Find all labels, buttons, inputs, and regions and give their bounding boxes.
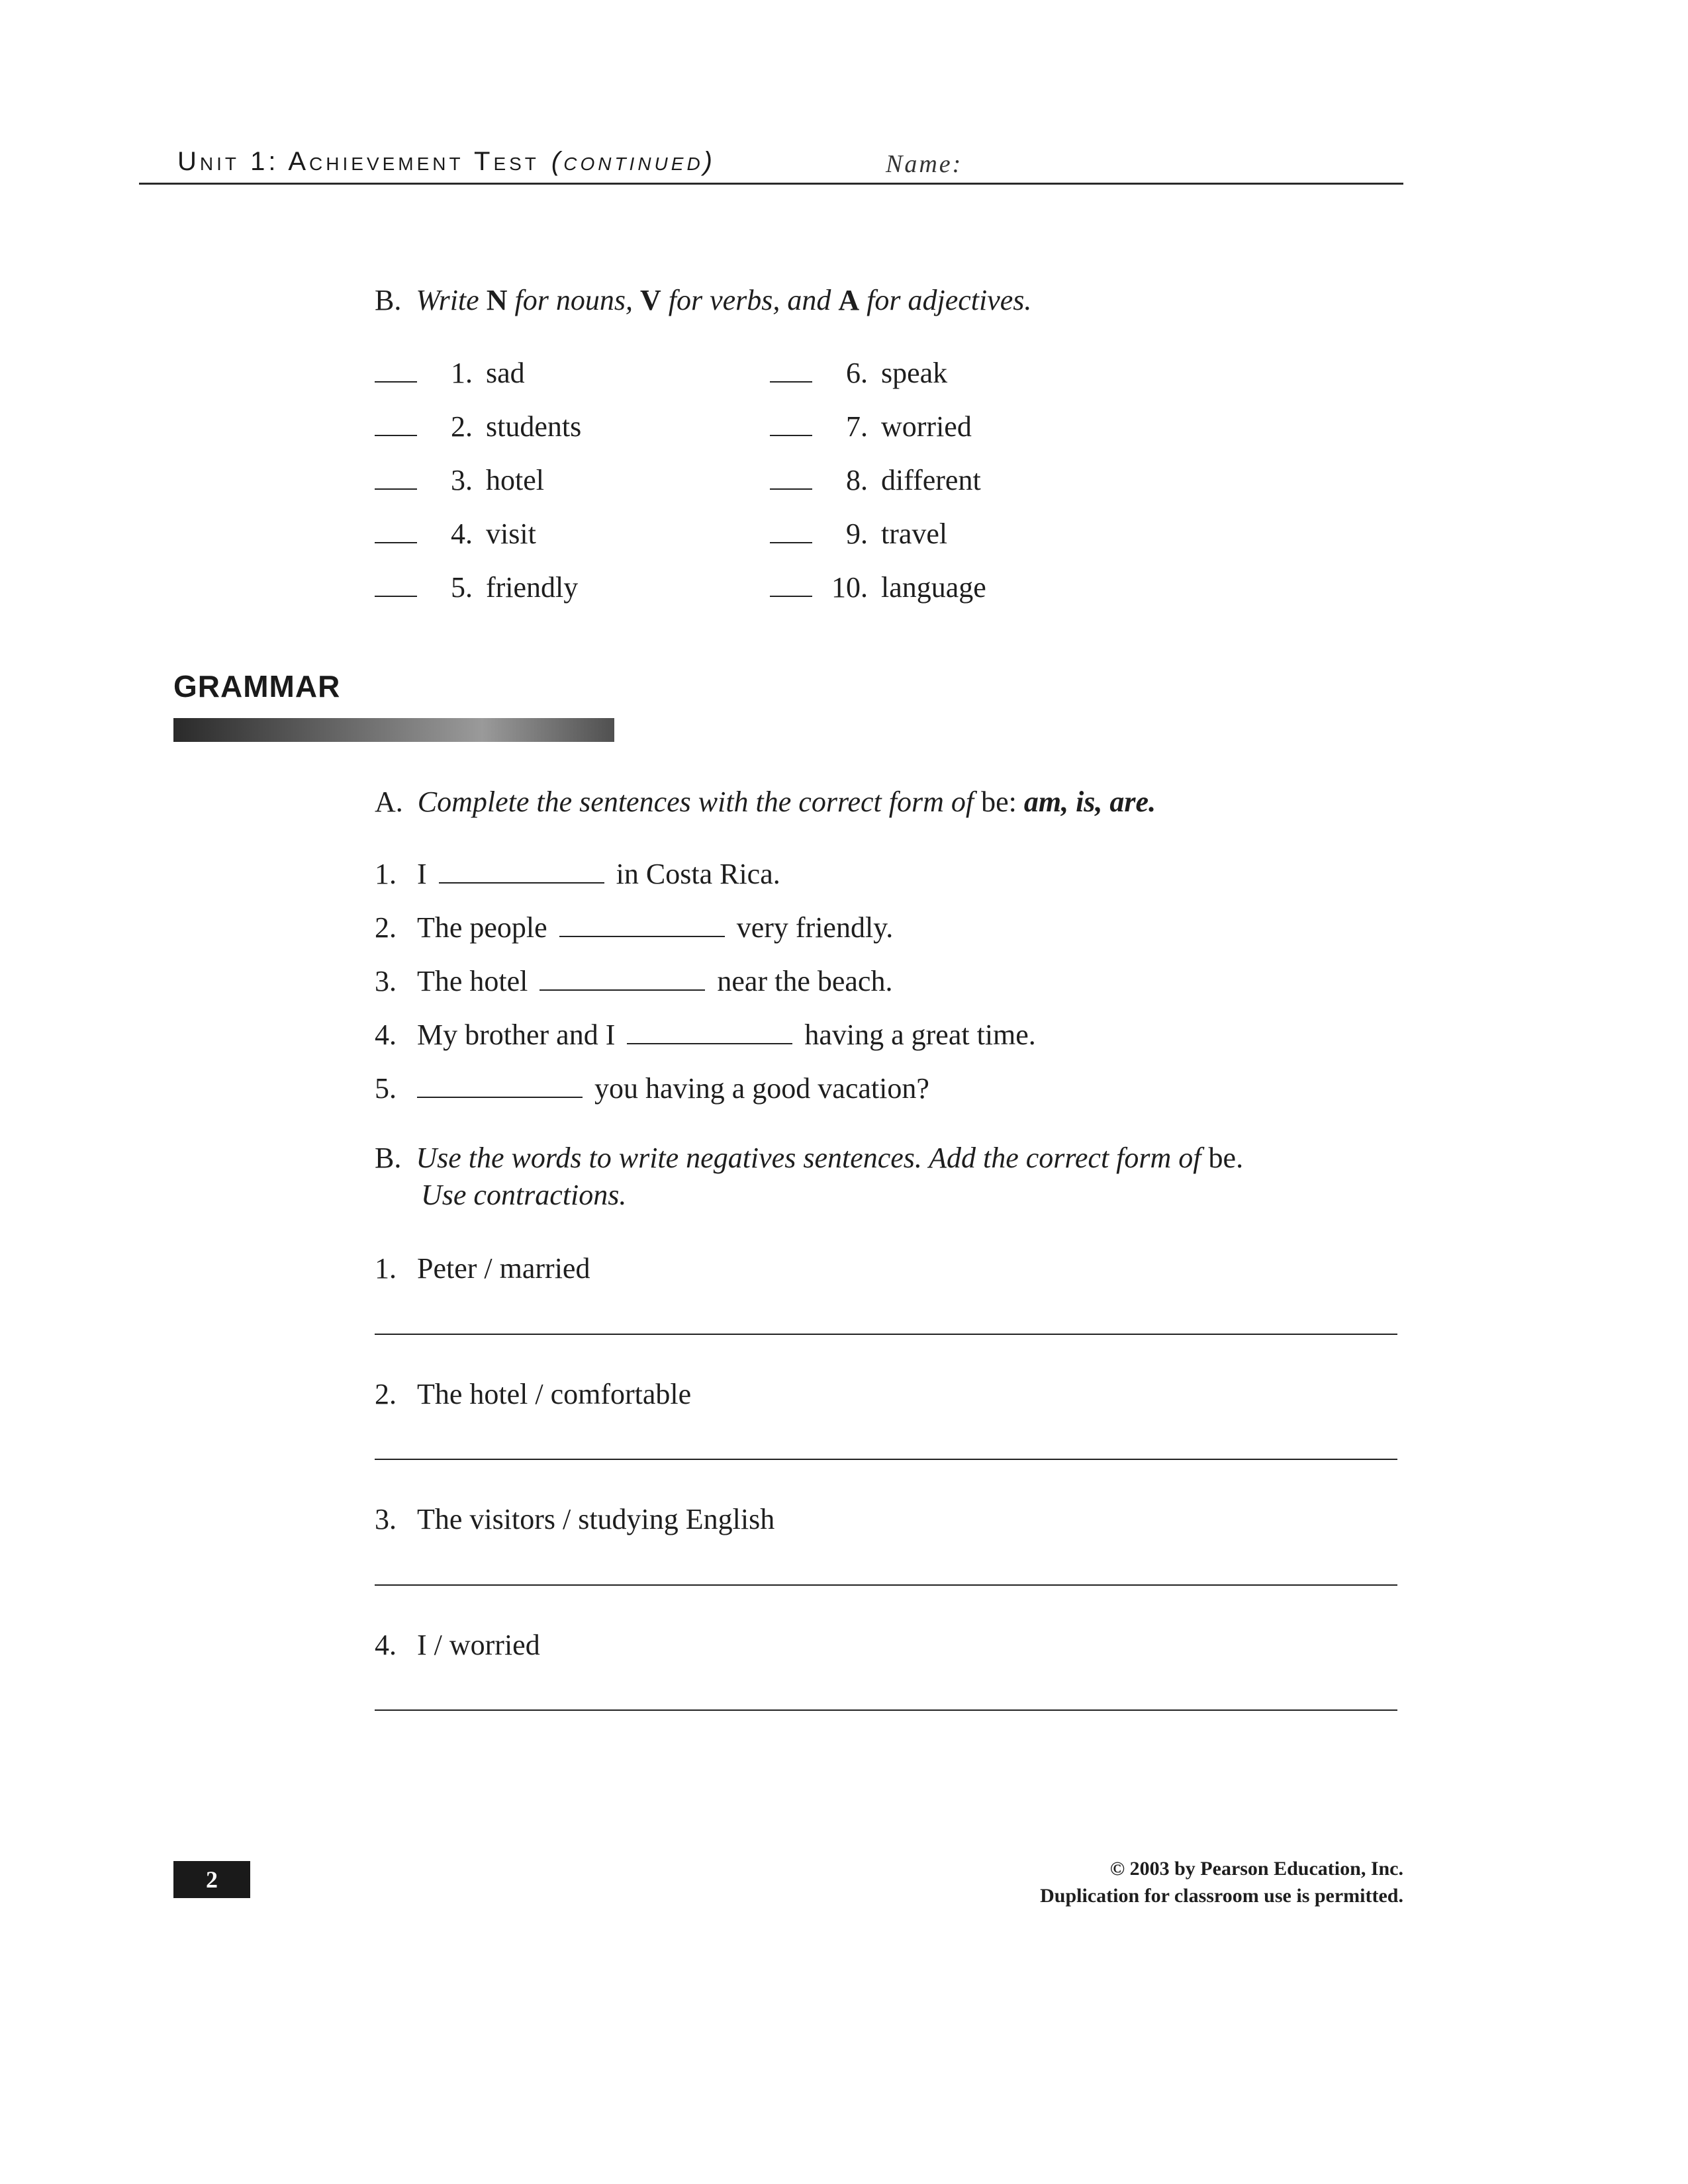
name-line[interactable] [139,183,1403,185]
item-word: visit [486,518,536,550]
item-number: 1. [375,1252,397,1285]
vocab-item [770,517,947,557]
item-word: travel [881,518,948,550]
item-number: 4. [375,1629,397,1661]
section-letter: B. [375,284,402,316]
negative-item [375,1502,774,1536]
name-label: Name: [886,150,963,178]
section-letter: B. [375,1142,402,1174]
answer-blank[interactable] [770,593,812,597]
instr-part: V [639,284,661,316]
header-title [177,147,716,177]
instr-part: for nouns, [507,284,640,316]
vocab-item [770,410,972,449]
answer-line[interactable] [375,1584,1397,1586]
sentence-before: I [417,858,427,890]
header-continued: (continued) [551,147,716,176]
negative-item [375,1251,590,1285]
instr-part: Use contractions. [421,1179,627,1211]
fill-sentence [375,911,893,944]
answer-blank[interactable] [375,432,417,436]
item-number: 4. [375,1019,397,1051]
item-number: 1. [375,858,397,890]
item-prompt: The visitors / studying English [417,1503,775,1535]
vocab-b-instruction [375,283,1031,317]
sentence-before: My brother and I [417,1019,616,1051]
item-number: 7. [846,410,868,443]
item-number: 8. [846,464,868,496]
header-title-text: Unit 1: Achievement Test [177,147,539,176]
vocab-item [770,356,947,396]
sentence-after: very friendly. [736,911,894,944]
vocab-item [375,356,525,396]
item-word: hotel [486,464,544,496]
sentence-after: in Costa Rica. [616,858,780,890]
grammar-b-instruction [375,1141,1243,1175]
answer-line[interactable] [375,1709,1397,1711]
item-number: 2. [375,1378,397,1410]
fill-sentence [375,857,780,891]
answer-line[interactable] [375,1459,1397,1460]
answer-blank[interactable] [770,432,812,436]
answer-blank[interactable] [375,379,417,383]
sentence-after: having a great time. [804,1019,1036,1051]
instr-part: : [1008,786,1024,818]
item-number: 3. [375,1503,397,1535]
sentence-before: The people [417,911,547,944]
item-number: 2. [375,911,397,944]
negative-item [375,1377,691,1411]
section-divider-bar [173,718,614,742]
vocab-item [375,463,544,503]
answer-blank[interactable] [375,486,417,490]
answer-blank[interactable] [770,486,812,490]
fill-sentence [375,964,892,998]
vocab-item [375,410,581,449]
item-word: different [881,464,981,496]
negative-item [375,1628,540,1662]
instr-part: A [838,284,860,316]
sentence-after: you having a good vacation? [594,1072,929,1105]
vocab-item [770,463,981,503]
page-number: 2 [173,1861,250,1898]
item-prompt: I / worried [417,1629,540,1661]
sentence-after: near the beach. [717,965,893,997]
item-word: students [486,410,582,443]
section-letter: A. [375,786,403,818]
answer-blank[interactable] [417,1094,583,1098]
vocab-item [770,570,986,610]
grammar-b-instruction-line2 [421,1178,626,1212]
answer-blank[interactable] [375,593,417,597]
instr-part: N [486,284,508,316]
item-number: 5. [451,571,473,604]
item-prompt: Peter / married [417,1252,590,1285]
sentence-before: The hotel [417,965,528,997]
answer-blank[interactable] [627,1040,792,1044]
item-word: sad [486,357,525,389]
answer-blank[interactable] [559,933,725,937]
grammar-a-instruction [375,785,1156,819]
item-number: 1. [451,357,473,389]
answer-blank[interactable] [439,880,604,884]
item-number: 10. [831,571,868,604]
instr-part: am, is, are. [1023,786,1156,818]
item-word: language [881,571,986,604]
instr-part: for verbs, and [661,284,839,316]
item-word: worried [881,410,972,443]
answer-line[interactable] [375,1334,1397,1335]
vocab-item [375,517,536,557]
item-number: 6. [846,357,868,389]
fill-sentence [375,1071,929,1105]
item-prompt: The hotel / comfortable [417,1378,692,1410]
item-number: 4. [451,518,473,550]
page-header [177,147,1402,187]
instr-part: be [981,786,1009,818]
instr-part: Use the words to write negatives sentences. Add the correct form of [416,1142,1209,1174]
item-word: speak [881,357,948,389]
instr-part: be. [1208,1142,1244,1174]
duplication-notice: Duplication for classroom use is permitted. [1040,1885,1403,1907]
item-number: 9. [846,518,868,550]
instr-part: Complete the sentences with the correct form of [417,786,982,818]
item-number: 5. [375,1072,397,1105]
instr-part: Write [416,284,487,316]
instr-part: for adjectives. [859,284,1032,316]
grammar-heading: GRAMMAR [173,669,341,704]
answer-blank[interactable] [770,539,812,543]
answer-blank[interactable] [375,539,417,543]
answer-blank[interactable] [770,379,812,383]
item-number: 2. [451,410,473,443]
copyright-notice: © 2003 by Pearson Education, Inc. [1109,1858,1403,1880]
answer-blank[interactable] [539,987,705,991]
fill-sentence [375,1018,1036,1052]
vocab-item [375,570,578,610]
item-number: 3. [451,464,473,496]
item-number: 3. [375,965,397,997]
item-word: friendly [486,571,579,604]
